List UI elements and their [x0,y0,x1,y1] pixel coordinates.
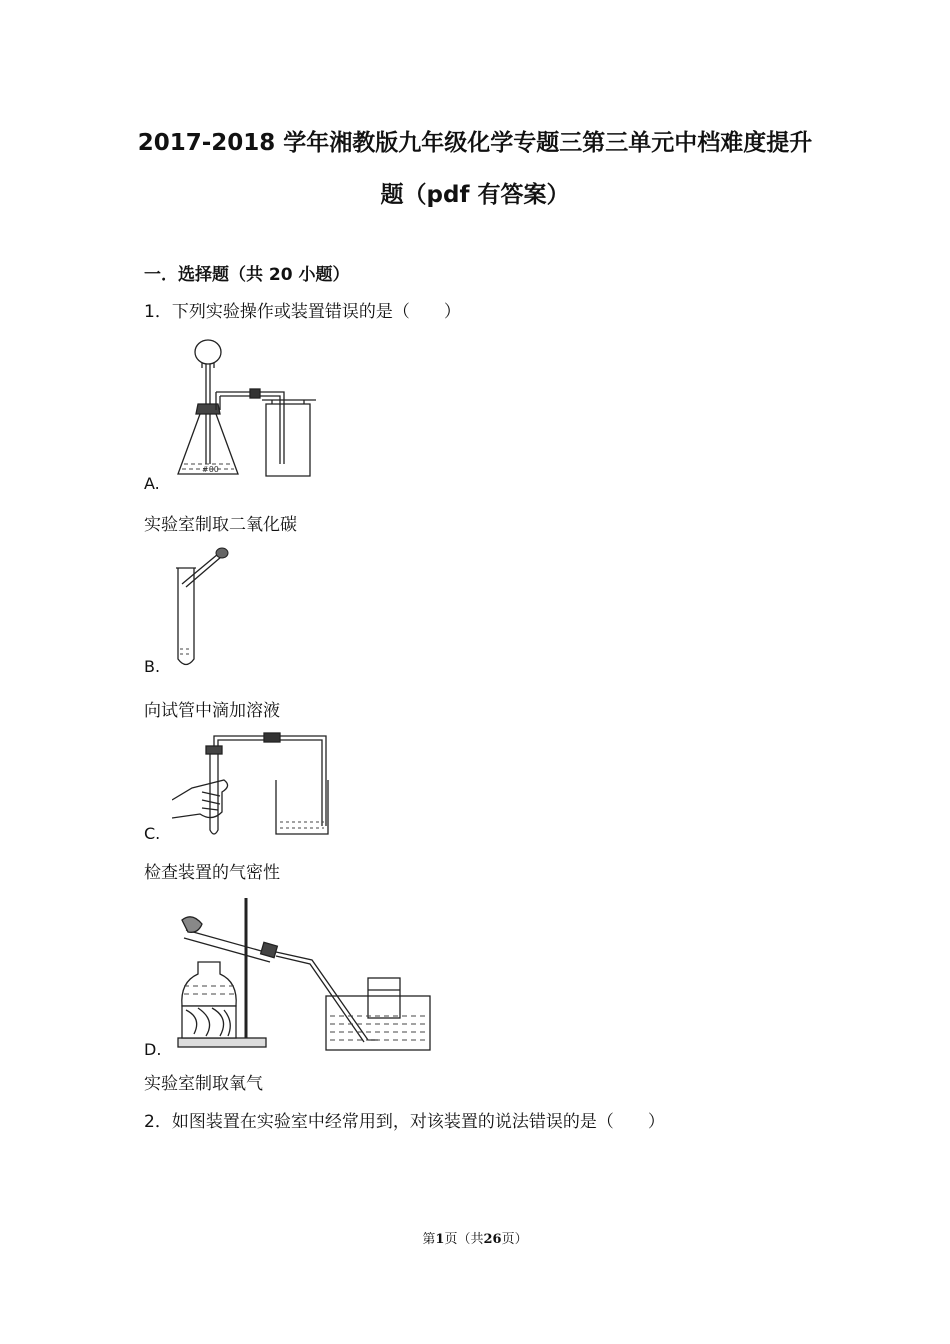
option-d-caption: 实验室制取氧气 [144,1074,263,1094]
footer-page-number: 1 [435,1232,445,1247]
option-d-letter: D. [144,1040,162,1059]
option-b-caption: 向试管中滴加溶液 [144,701,280,721]
figure-a-co2-apparatus [168,334,328,489]
footer-suffix: 页） [501,1232,528,1247]
option-c-letter: C. [144,824,161,843]
option-a-caption: 实验室制取二氧化碳 [144,515,297,535]
option-b-letter: B. [144,657,161,676]
figure-b-dropper [170,544,240,674]
section-heading: 一．选择题（共 20 小题） [144,265,350,285]
document-title-line-1: 2017-2018 学年湘教版九年级化学专题三第三单元中档难度提升 [137,130,813,156]
option-c-caption: 检查装置的气密性 [144,863,280,883]
footer-prefix: 第 [422,1232,436,1247]
footer-total-pages: 26 [483,1232,502,1247]
svg-text:#00: #00 [202,465,219,474]
question-2-stem: 2．如图装置在实验室中经常用到，对该装置的说法错误的是（ ） [144,1112,665,1132]
footer-middle: 页（共 [444,1232,484,1247]
figure-c-airtightness-check [172,730,332,842]
page-footer [0,1228,950,1247]
document-title-line-2: 题（pdf 有答案） [380,182,570,208]
option-a-letter: A. [144,474,160,493]
figure-d-oxygen-apparatus [172,890,434,1056]
question-1-stem: 1．下列实验操作或装置错误的是（ ） [144,302,461,322]
